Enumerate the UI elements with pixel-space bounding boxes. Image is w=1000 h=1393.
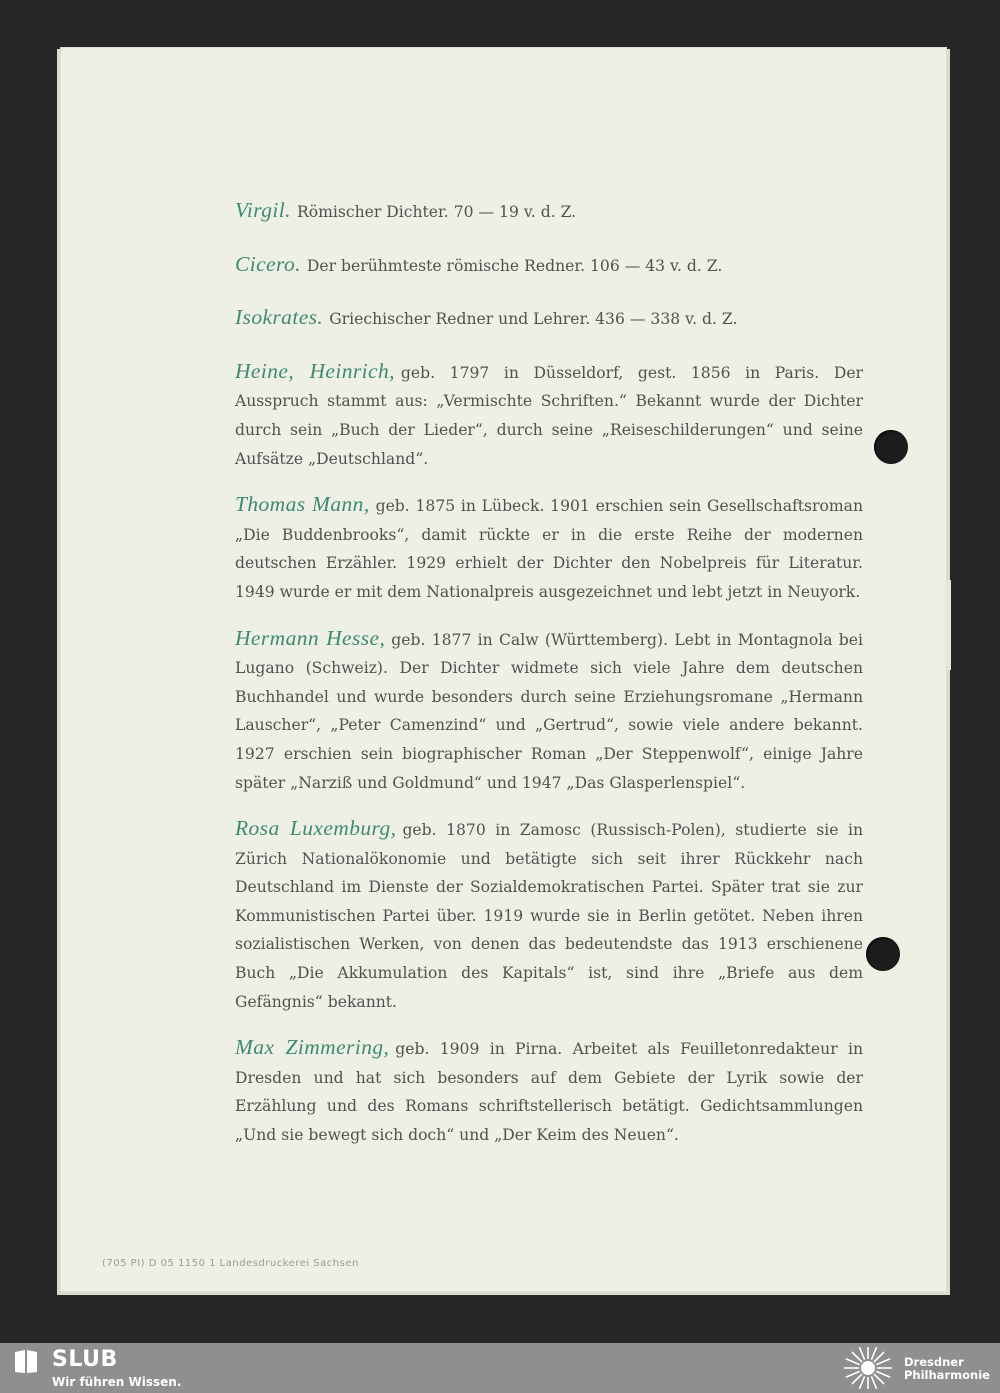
entry-text: geb. 1870 in Zamosc (Russisch-Polen), studierte sie in Zürich Nationalökonomie und betätigte sich seit ihrer Rückkehr nach Deutschland im Dienste der Sozialdemokratischen Partei. Später trat sie zur Kommunistischen Partei über. 1919 wurde sie in Berlin getötet. Neben ihren sozialistischen Werken, von denen das bedeutendste das 1913 erschienene Buch „Die Akkumulation des Kapitals“ ist, sind ihre „Briefe aus dem Gefängnis“ bekannt. <box>235 821 863 1011</box>
entry-text: Römischer Dichter. 70 — 19 v. d. Z. <box>296 203 577 221</box>
biography-list <box>235 196 863 1167</box>
punch-hole-lower <box>866 937 900 971</box>
library-tagline: Wir führen Wissen. <box>52 1375 182 1389</box>
entry-name: Virgil. <box>235 198 291 222</box>
punch-hole-upper <box>874 430 908 464</box>
entry-isokrates <box>235 303 863 334</box>
entry-virgil <box>235 196 863 227</box>
entry-text: Der berühmteste römische Redner. 106 — 43 v. d. Z. <box>306 256 723 275</box>
entry-hermann-hesse <box>235 624 863 798</box>
entry-text: Griechischer Redner und Lehrer. 436 — 338 v. d. Z. <box>329 310 738 329</box>
entry-name: Heine, Heinrich, <box>235 358 395 383</box>
entry-text: geb. 1909 in Pirna. Arbeitet als Feuilletonredakteur in Dresden und hat sich besonders auf dem Gebiete der Lyrik sowie der Erzählung und des Romans schriftstellerisch betätigt. Gedichtsammlungen „Und sie bewegt sich doch“ und „Der Keim des Neuen“. <box>235 1040 863 1145</box>
printer-imprint: (705 PI) D 05 1150 1 Landesdruckerei Sachsen <box>102 1258 359 1269</box>
entry-name: Max Zimmering, <box>235 1035 390 1060</box>
entry-cicero <box>235 250 863 281</box>
entry-heine <box>235 357 863 473</box>
entry-text: geb. 1797 in Düsseldorf, gest. 1856 in Paris. Der Ausspruch stammt aus: „Vermischte Schriften.“ Bekannt wurde der Dichter durch sein „Buch der Lieder“, durch seine „Reiseschilderungen“ und seine Aufsätze „Deutschland“. <box>235 363 864 468</box>
slub-logo-icon <box>12 1349 40 1375</box>
entry-name: Rosa Luxemburg, <box>235 816 397 841</box>
paper-edge <box>945 580 951 670</box>
entry-max-zimmering <box>235 1033 863 1149</box>
entry-thomas-mann <box>235 490 863 606</box>
entry-name: Thomas Mann, <box>235 492 370 517</box>
library-name: SLUB <box>52 1347 118 1372</box>
entry-text: geb. 1877 in Calw (Württemberg). Lebt in Montagnola bei Lugano (Schweiz). Der Dichter widmete sich viele Jahre dem deutschen Buchhandel und wurde besonders durch seine Erziehungsromane „Hermann Lauscher“, „Peter Camenzind“ und „Gertrud“, sowie viele andere bekannt. 1927 erschien sein biographischer Roman „Der Steppenwolf“, einige Jahre später „Narziß und Goldmund“ und 1947 „Das Glasperlenspiel“. <box>235 630 863 792</box>
entry-text: geb. 1875 in Lübeck. 1901 erschien sein Gesellschaftsroman „Die Buddenbrooks“, damit rückte er in die erste Reihe der modernen deutschen Erzähler. 1929 erhielt der Dichter den Nobelpreis für Literatur. 1949 wurde er mit dem Nationalpreis ausgezeichnet und lebt jetzt in Neuyork. <box>235 497 864 601</box>
philharmonie-logo-icon <box>842 1345 894 1391</box>
entry-name: Isokrates. <box>235 305 324 330</box>
partner-name-line1: Dresdner <box>904 1355 964 1369</box>
entry-rosa-luxemburg <box>235 814 863 1016</box>
entry-name: Cicero. <box>235 251 301 276</box>
partner-name <box>904 1356 990 1382</box>
partner-name-line2: Philharmonie <box>904 1368 990 1382</box>
entry-name: Hermann Hesse, <box>235 625 386 650</box>
footer-bar <box>0 1343 1000 1393</box>
